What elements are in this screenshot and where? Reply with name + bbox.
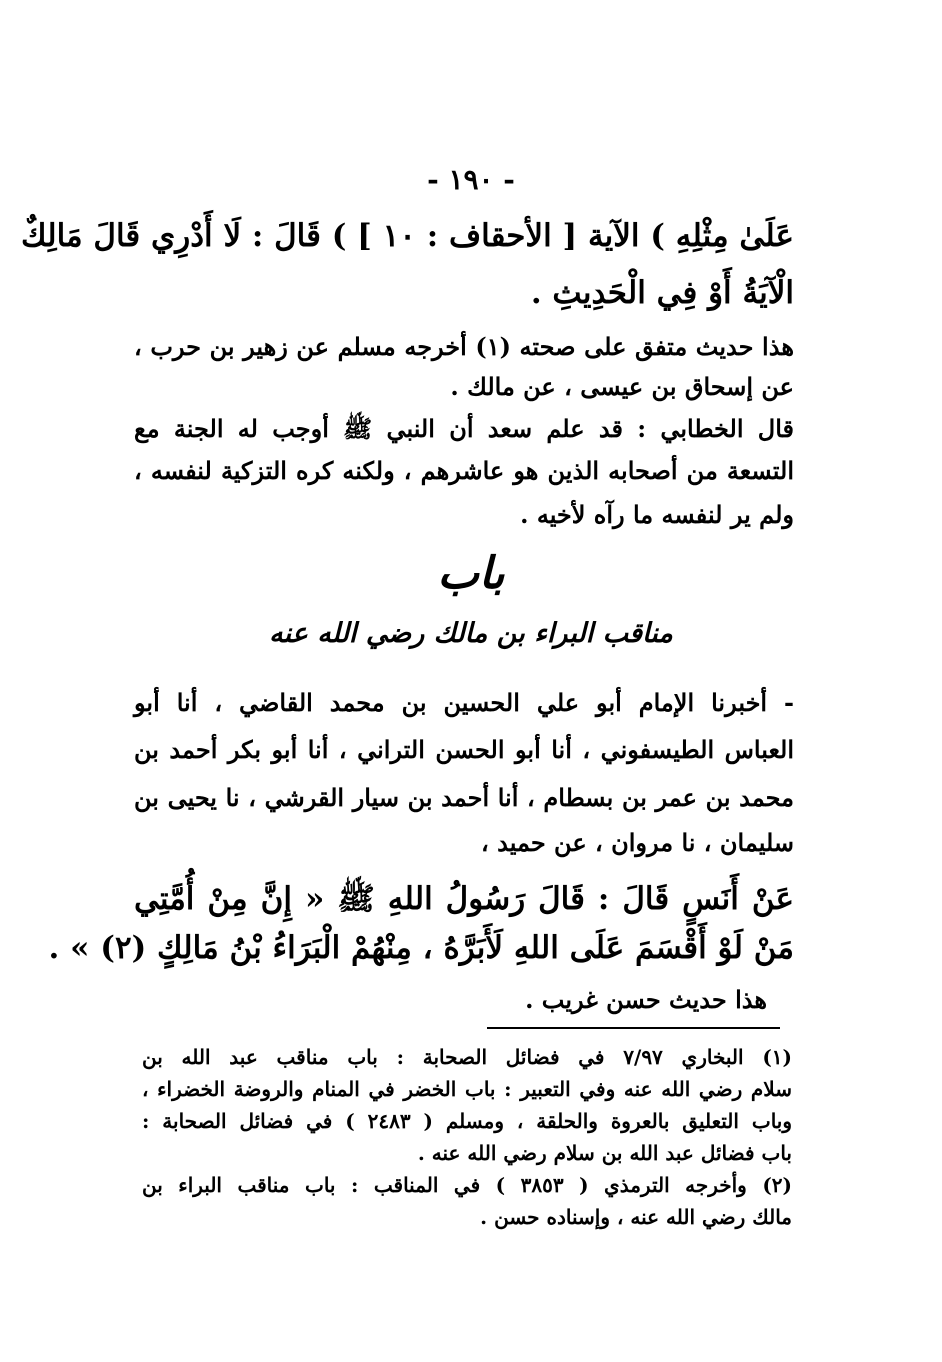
verse-line: الْآيَةُ أَوْ فِي الْحَدِيثِ . <box>530 275 794 311</box>
commentary-line: التسعة من أصحابه الذين هو عاشرهم ، ولكنه كره التزكية لنفسه ، <box>134 456 794 485</box>
isnad-line: محمد بن عمر بن بسطام ، أنا أحمد بن سيار القرشي ، نا يحيى بن <box>134 783 794 812</box>
isnad-line: العباس الطيسفوني ، أنا أبو الحسن التراني ، أنا أبو بكر أحمد بن <box>134 735 794 764</box>
hadith-grading: هذا حديث حسن غريب . <box>525 985 767 1014</box>
footnote-line: سلام رضي الله عنه وفي التعبير : باب الخضر في المنام والروضة الخضراء ، <box>142 1077 792 1101</box>
matn-line: عَنْ أَنَسٍ قَالَ : قَالَ رَسُولُ اللهِ ﷺ « إِنَّ مِنْ أُمَّتِي <box>134 881 794 917</box>
chapter-heading: باب <box>437 548 505 599</box>
commentary-line: قال الخطابي : قد علم سعد أن النبي ﷺ أوجب له الجنة مع <box>134 414 794 443</box>
footnote-line: (٢) وأخرجه الترمذي ( ٣٨٥٣ ) في المناقب : باب مناقب البراء بن <box>142 1173 792 1197</box>
isnad-line: سليمان ، نا مروان ، عن حميد ، <box>481 828 794 857</box>
commentary-line: عن إسحاق بن عيسى ، عن مالك . <box>450 372 794 401</box>
footnote-line: وباب التعليق بالعروة والحلقة ، ومسلم ( ٢٤٨٣ ) في فضائل الصحابة : <box>142 1109 793 1133</box>
footnote-divider <box>487 1027 780 1029</box>
commentary-line: ولم ير لنفسه ما رآه لأخيه . <box>520 500 794 529</box>
matn-line: مَنْ لَوْ أَقْسَمَ عَلَى اللهِ لَأَبَرَّهُ ، مِنْهُمْ الْبَرَاءُ بْنُ مَالِكٍ (٢) » . <box>48 930 794 966</box>
footnote-line: (١) البخاري ٧/٩٧ في فضائل الصحابة : باب مناقب عبد الله بن <box>142 1045 793 1069</box>
footnote-line: باب فضائل عبد الله بن سلام رضي الله عنه . <box>417 1141 792 1165</box>
footnote-line: مالك رضي الله عنه ، وإسناده حسن . <box>480 1205 792 1229</box>
isnad-line: - أخبرنا الإمام أبو علي الحسين بن محمد القاضي ، أنا أبو <box>134 688 794 717</box>
commentary-line: هذا حديث متفق على صحته (١) أخرجه مسلم عن زهير بن حرب ، <box>134 332 794 361</box>
verse-line: عَلَىٰ مِثْلِهِ ) الآية [ الأحقاف : ١٠ ] ) قَالَ : لَا أَدْرِي قَالَ مَالِكٌ <box>21 218 794 254</box>
chapter-subheading: مناقب البراء بن مالك رضي الله عنه <box>269 618 673 649</box>
page-number: - ١٩٠ - <box>427 163 515 196</box>
